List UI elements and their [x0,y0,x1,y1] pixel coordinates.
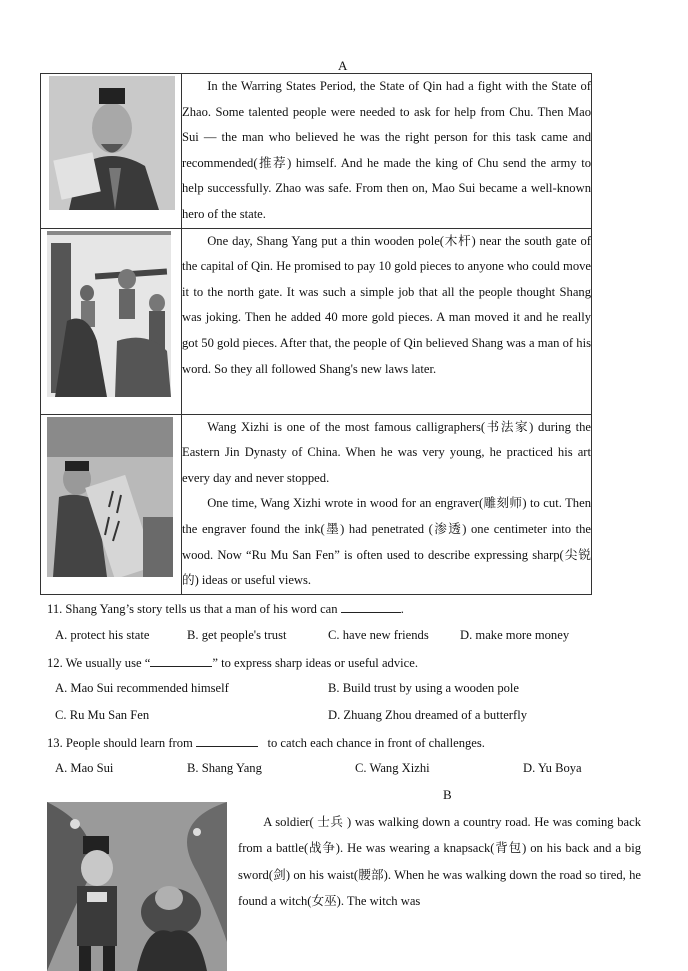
option-d[interactable]: D. make more money [460,628,570,642]
question-stem: 12. We usually use “ [47,656,151,670]
option-a[interactable]: A. protect his state [55,628,150,642]
section-b-paragraph: A soldier( 士兵 ) was walking down a country road. He was coming back from a battle(战争). He was wearing a knapsack(背包) on his back and a big sword(剑) on his waist(腰部). When he was walking down the road so tired, he found a witch(女巫). The witch was [238,815,641,908]
option-c[interactable]: C. Ru Mu San Fen [55,708,150,722]
answer-blank [150,655,212,667]
option-b[interactable]: B. Build trust by using a wooden pole [328,681,519,695]
section-a-title: A [338,58,348,73]
story-paragraph: One time, Wang Xizhi wrote in wood for an engraver(雕刻师) to cut. Then the engraver found the ink(墨) had penetrated (渗透) one centimeter into the wood. Now “Ru Mu San Fen” is often used to describe expressing sharp(尖锐的) ideas or useful views. [182,496,591,588]
story-text-cell [182,414,592,594]
story-row-wang-xizhi [41,414,592,594]
story-text-cell [182,228,592,414]
question-stem-end: . [400,602,404,616]
option-a[interactable]: A. Mao Sui recommended himself [55,681,229,695]
story-image-cell [41,228,182,414]
option-d[interactable]: D. Zhuang Zhou dreamed of a butterfly [328,708,527,722]
question-13 [47,735,485,751]
option-a[interactable]: A. Mao Sui [55,761,114,775]
story-table [40,73,592,595]
answer-blank [341,601,401,613]
option-d[interactable]: D. Yu Boya [523,761,582,775]
question-stem: 13. People should learn from [47,736,193,750]
question-stem-end: ” to express sharp ideas or useful advice. [212,656,418,670]
wang-xizhi-scene-image [47,417,173,577]
story-text-cell [182,74,592,229]
story-image-cell [41,74,182,229]
story-row-mao-sui [41,74,592,229]
question-11 [47,601,404,617]
option-c[interactable]: C. Wang Xizhi [355,761,430,775]
option-c[interactable]: C. have new friends [328,628,429,642]
question-stem: 11. Shang Yang’s story tells us that a man of his word can [47,602,338,616]
story-paragraph: Wang Xizhi is one of the most famous calligraphers(书法家) during the Eastern Jin Dynasty of China. When he was very young, he practiced his art every day and never stopped. [182,419,591,485]
answer-blank [196,735,258,747]
question-12 [47,655,418,671]
story-image-cell [41,414,182,594]
mao-sui-portrait-image [49,76,175,210]
option-b[interactable]: B. Shang Yang [187,761,262,775]
story-paragraph: One day, Shang Yang put a thin wooden pole(木杆) near the south gate of the capital of Qin. He promised to pay 10 gold pieces to anyone who could move it to the north gate. It was such a simple job that all the people thought Shang was joking. Then he added 40 more gold pieces. A man moved it and he really got 50 gold pieces. After that, the people of Qin believed Shang was a man of his word. So they all followed Shang's new laws later. [182,233,591,376]
story-row-shang-yang [41,228,592,414]
soldier-witch-cartoon-image [47,802,227,971]
shang-yang-scene-image [47,231,171,397]
option-b[interactable]: B. get people's trust [187,628,287,642]
question-stem-end: to catch each chance in front of challenges. [267,736,485,750]
story-paragraph: In the Warring States Period, the State of Qin had a fight with the State of Zhao. Some talented people were needed to ask for help from Chu. Then Mao Sui — the man who believed he was the right person for this task came and recommended(推荐) himself. And he made the king of Chu send the army to help successfully. Zhao was safe. From then on, Mao Sui became a well-known hero of the state. [182,79,591,221]
section-b-title: B [443,787,452,802]
